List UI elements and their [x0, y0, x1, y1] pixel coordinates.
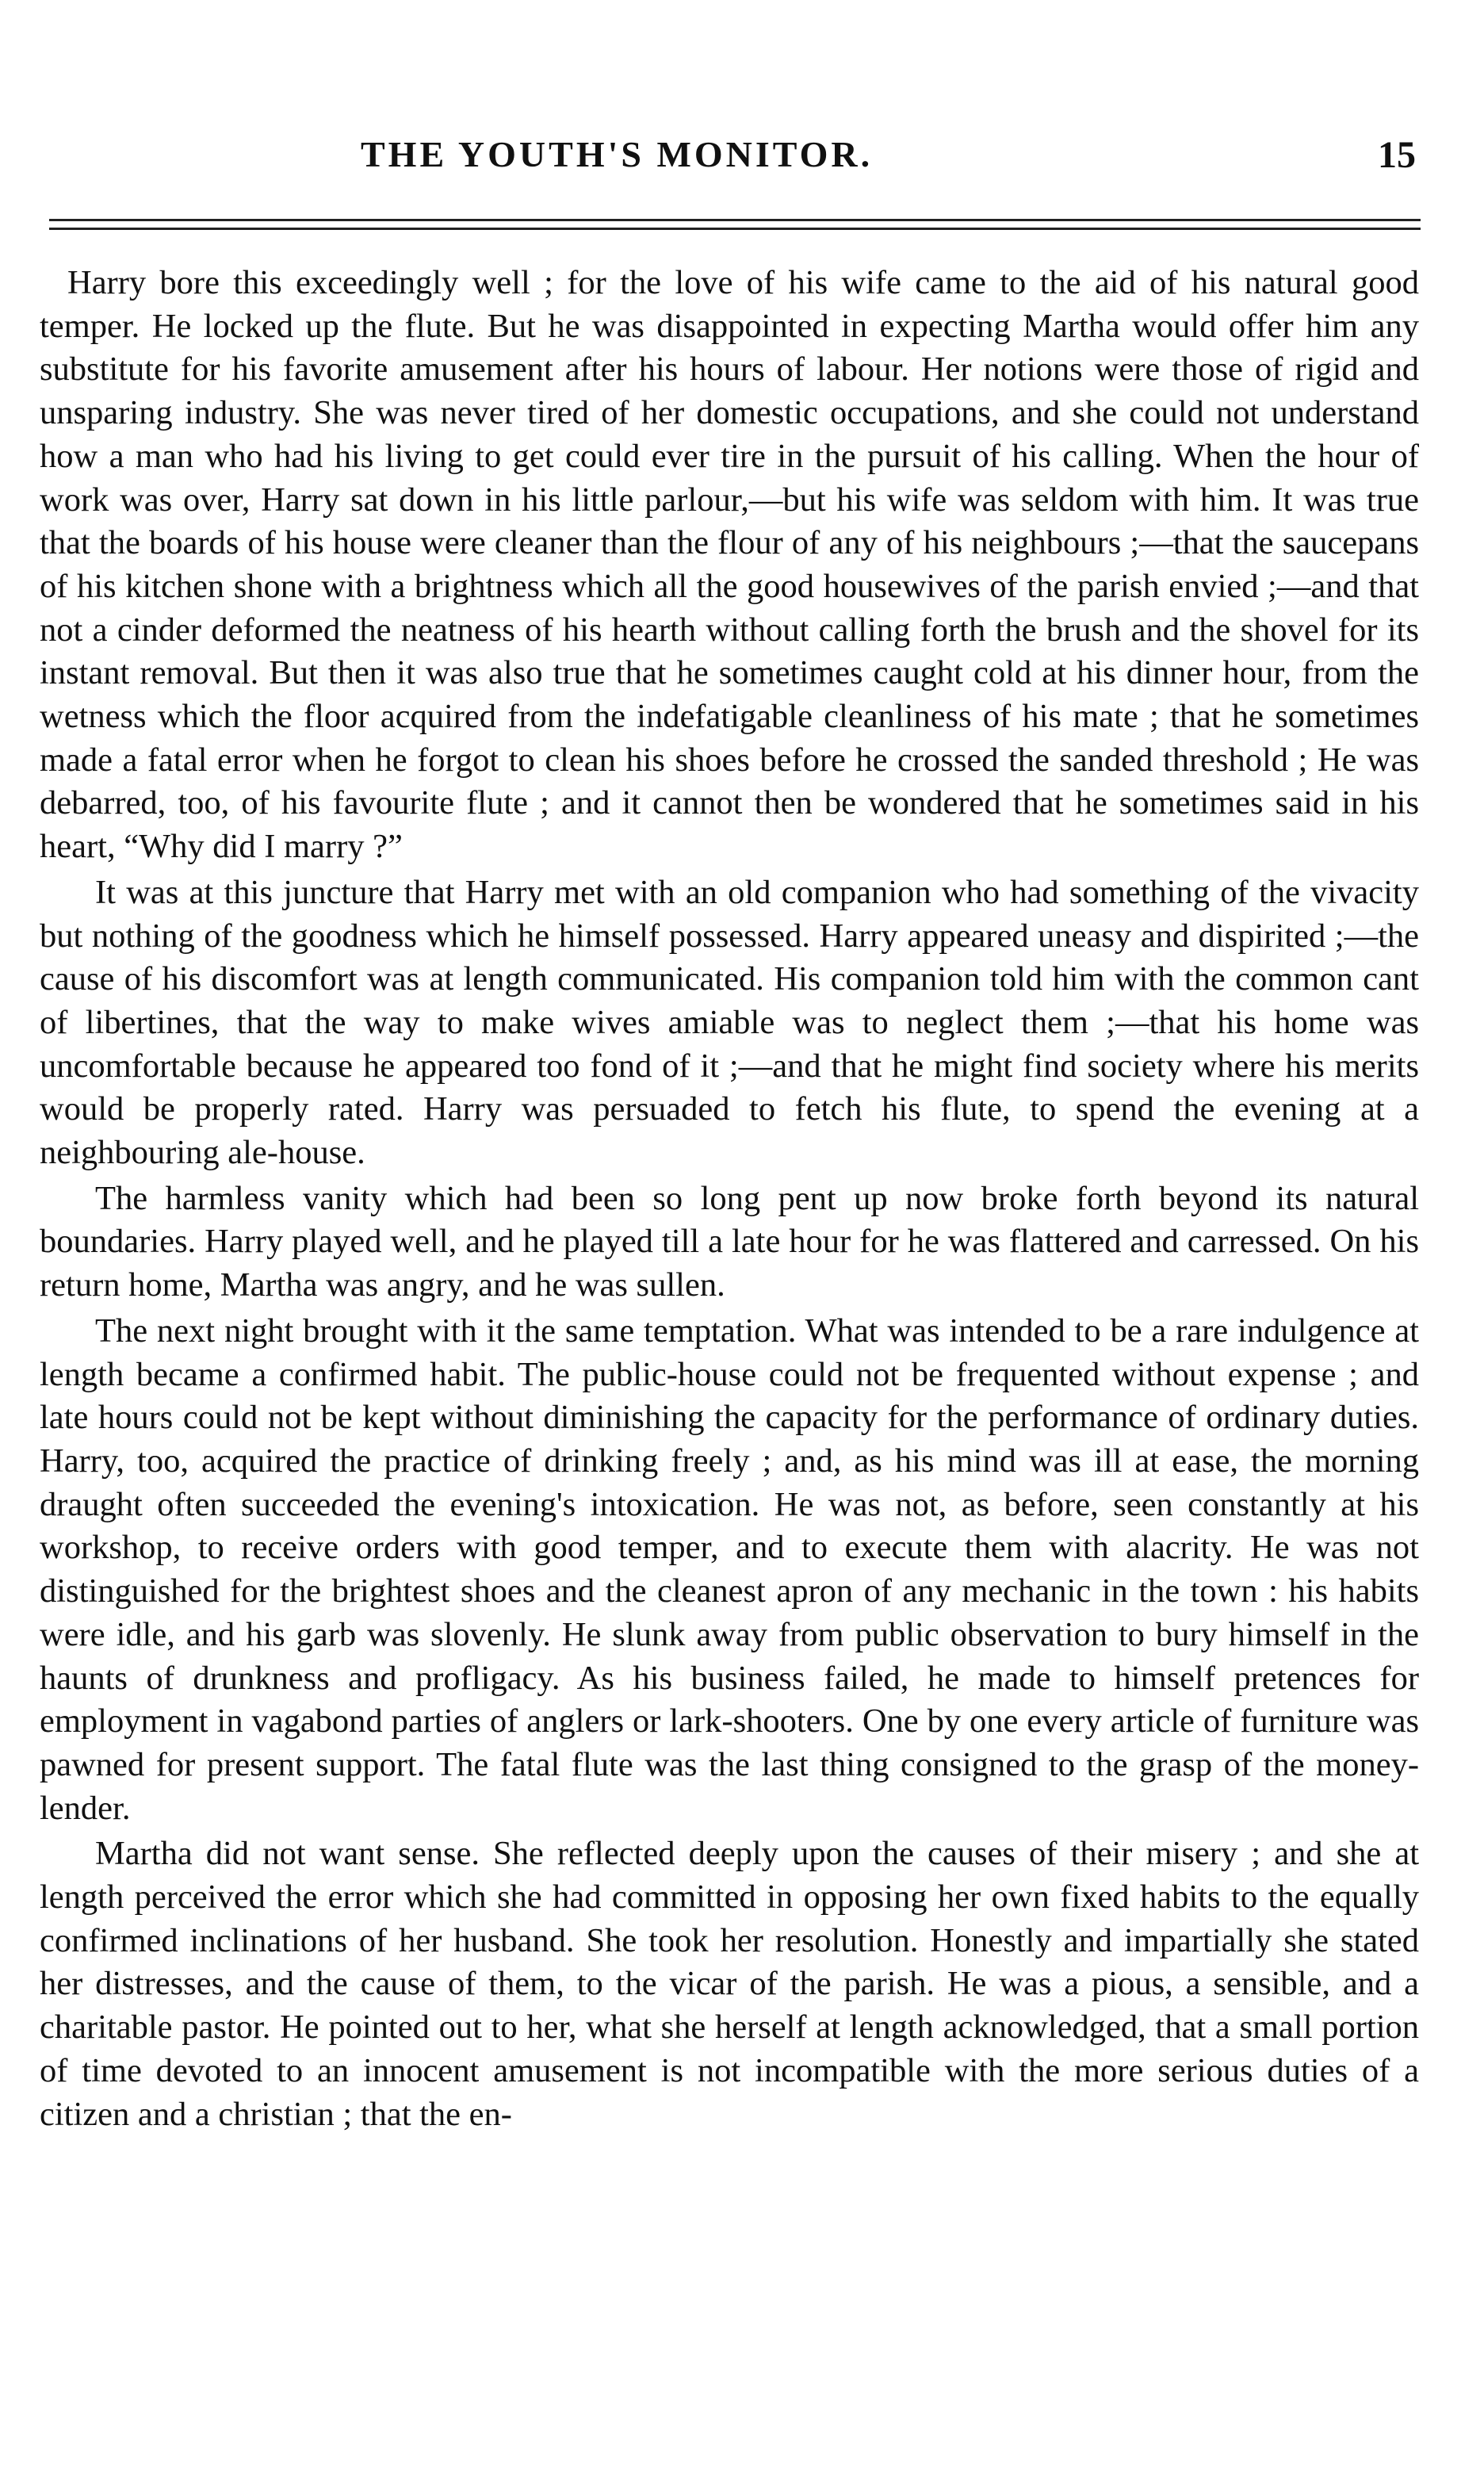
paragraph: Harry bore this exceedingly well ; for the love of his wife came to the aid of his natural good temper. He locked up the flute. But he was disappointed in expecting Martha would offer him any substitute for his favorite amusement after his hours of labour. Her notions were those of rigid and unsparing industry. She was never tired of her domestic occupations, and she could not understand how a man who had his living to get could ever tire in the pursuit of his calling. When the hour of work was over, Harry sat down in his little parlour,—but his wife was seldom with him. It was true that the boards of his house were cleaner than the flour of any of his neighbours ;—that the saucepans of his kitchen shone with a brightness which all the good housewives of the parish envied ;—and that not a cinder deformed the neatness of his hearth without calling forth the brush and the shovel for its instant removal. But then it was also true that he sometimes caught cold at his dinner hour, from the wetness which the floor acquired from the indefatigable cleanliness of his mate ; that he sometimes made a fatal error when he forgot to clean his shoes before he crossed the sanded threshold ; He was debarred, too, of his favourite flute ; and it cannot then be wondered that he sometimes said in his heart, “Why did I marry ?”	[40, 264, 1419, 866]
running-title: THE YOUTH'S MONITOR.	[361, 134, 874, 174]
paragraph: It was at this juncture that Harry met with an old companion who had something of the vivacity but nothing of the goodness which he himself possessed. Harry appeared uneasy and dispirited ;—the cause of his discomfort was at length communicated. His companion told him with the common cant of libertines, that the way to make wives amiable was to neglect them ;—that his home was uncomfortable because he appeared too fond of it ;—and that he might find society where his merits would be properly rated. Harry was persuaded to fetch his flute, to spend the evening at a neighbouring ale-house.	[40, 873, 1419, 1172]
header-rule	[49, 219, 1421, 230]
running-head	[0, 133, 1484, 181]
body-text	[40, 262, 1419, 2136]
paragraph: The harmless vanity which had been so long pent up now broke forth beyond its natural boundaries. Harry played well, and he played till a late hour for he was flattered and carressed. On his return home, Martha was angry, and he was sullen.	[40, 1179, 1419, 1304]
page-number: 15	[1378, 134, 1416, 176]
paragraph: Martha did not want sense. She reflected deeply upon the causes of their misery ; and she at length perceived the error which she had committed in opposing her own fixed habits to the equally confirmed inclinations of her husband. She took her resolution. Honestly and impartially she stated her distresses, and the cause of them, to the vicar of the parish. He was a pious, a sensible, and a charitable pastor. He pointed out to her, what she herself at length acknowledged, that a small portion of time devoted to an innocent amusement is not incompatible with the more serious duties of a citizen and a christian ; that the en-	[40, 1835, 1419, 2133]
paragraph: The next night brought with it the same temptation. What was intended to be a rare indulgence at length became a confirmed habit. The public-house could not be frequented without expense ; and late hours could not be kept without diminishing the capacity for the performance of ordinary duties. Harry, too, acquired the practice of drinking freely ; and, as his mind was ill at ease, the morning draught often succeeded the evening's intoxication. He was not, as before, seen constantly at his workshop, to receive orders with good temper, and to execute them with alacrity. He was not distinguished for the brightest shoes and the cleanest apron of any mechanic in the town : his habits were idle, and his garb was slovenly. He slunk away from public observation to bury himself in the haunts of drunkness and profligacy. As his business failed, he made to himself pretences for employment in vagabond parties of anglers or lark-shooters. One by one every article of furniture was pawned for present support. The fatal flute was the last thing consigned to the grasp of the money-lender.	[40, 1312, 1419, 1827]
